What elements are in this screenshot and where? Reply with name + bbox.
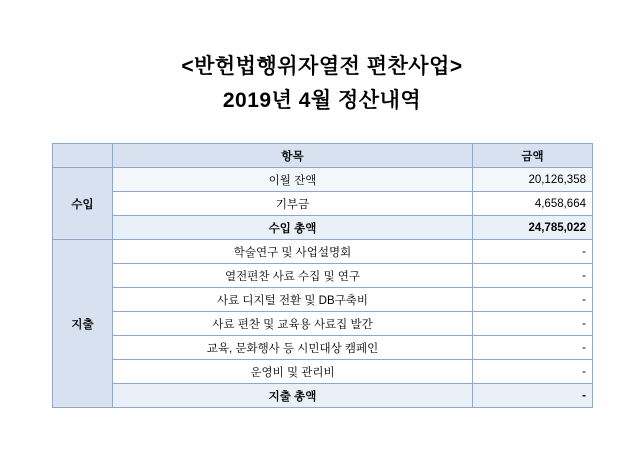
row-amount: - bbox=[473, 384, 593, 408]
table-header-row bbox=[53, 144, 593, 168]
row-item: 사료 디지털 전환 및 DB구축비 bbox=[113, 288, 473, 312]
document-title-period: 2019년 4월 정산내역 bbox=[222, 89, 422, 112]
row-item: 열전편찬 사료 수집 및 연구 bbox=[113, 264, 473, 288]
row-amount: - bbox=[473, 312, 593, 336]
table-row bbox=[53, 288, 593, 312]
table-row-total bbox=[53, 384, 593, 408]
row-item: 이월 잔액 bbox=[113, 168, 473, 192]
table-row bbox=[53, 240, 593, 264]
row-amount: - bbox=[473, 360, 593, 384]
row-amount: - bbox=[473, 336, 593, 360]
header-amount: 금액 bbox=[473, 144, 593, 168]
table-row bbox=[53, 312, 593, 336]
row-amount: 24,785,022 bbox=[473, 216, 593, 240]
table-row bbox=[53, 360, 593, 384]
row-amount: - bbox=[473, 264, 593, 288]
row-item: 사료 편찬 및 교육용 사료집 발간 bbox=[113, 312, 473, 336]
title-block bbox=[0, 0, 644, 116]
table-row bbox=[53, 264, 593, 288]
table-row bbox=[53, 192, 593, 216]
row-item: 학술연구 및 사업설명회 bbox=[113, 240, 473, 264]
settlement-table-wrapper bbox=[52, 143, 592, 408]
row-amount: 4,658,664 bbox=[473, 192, 593, 216]
row-item: 운영비 및 관리비 bbox=[113, 360, 473, 384]
table-row-total bbox=[53, 216, 593, 240]
category-label-expense: 지출 bbox=[53, 240, 113, 408]
table-row bbox=[53, 336, 593, 360]
row-item: 교육, 문화행사 등 시민대상 캠페인 bbox=[113, 336, 473, 360]
document-title-project: <반헌법행위자열전 편찬사업> bbox=[181, 55, 463, 78]
row-item: 지출 총액 bbox=[113, 384, 473, 408]
row-item: 수입 총액 bbox=[113, 216, 473, 240]
header-category bbox=[53, 144, 113, 168]
row-amount: - bbox=[473, 288, 593, 312]
category-label-income: 수입 bbox=[53, 168, 113, 240]
settlement-table bbox=[52, 143, 593, 408]
header-item: 항목 bbox=[113, 144, 473, 168]
table-row bbox=[53, 168, 593, 192]
row-item: 기부금 bbox=[113, 192, 473, 216]
row-amount: - bbox=[473, 240, 593, 264]
row-amount: 20,126,358 bbox=[473, 168, 593, 192]
